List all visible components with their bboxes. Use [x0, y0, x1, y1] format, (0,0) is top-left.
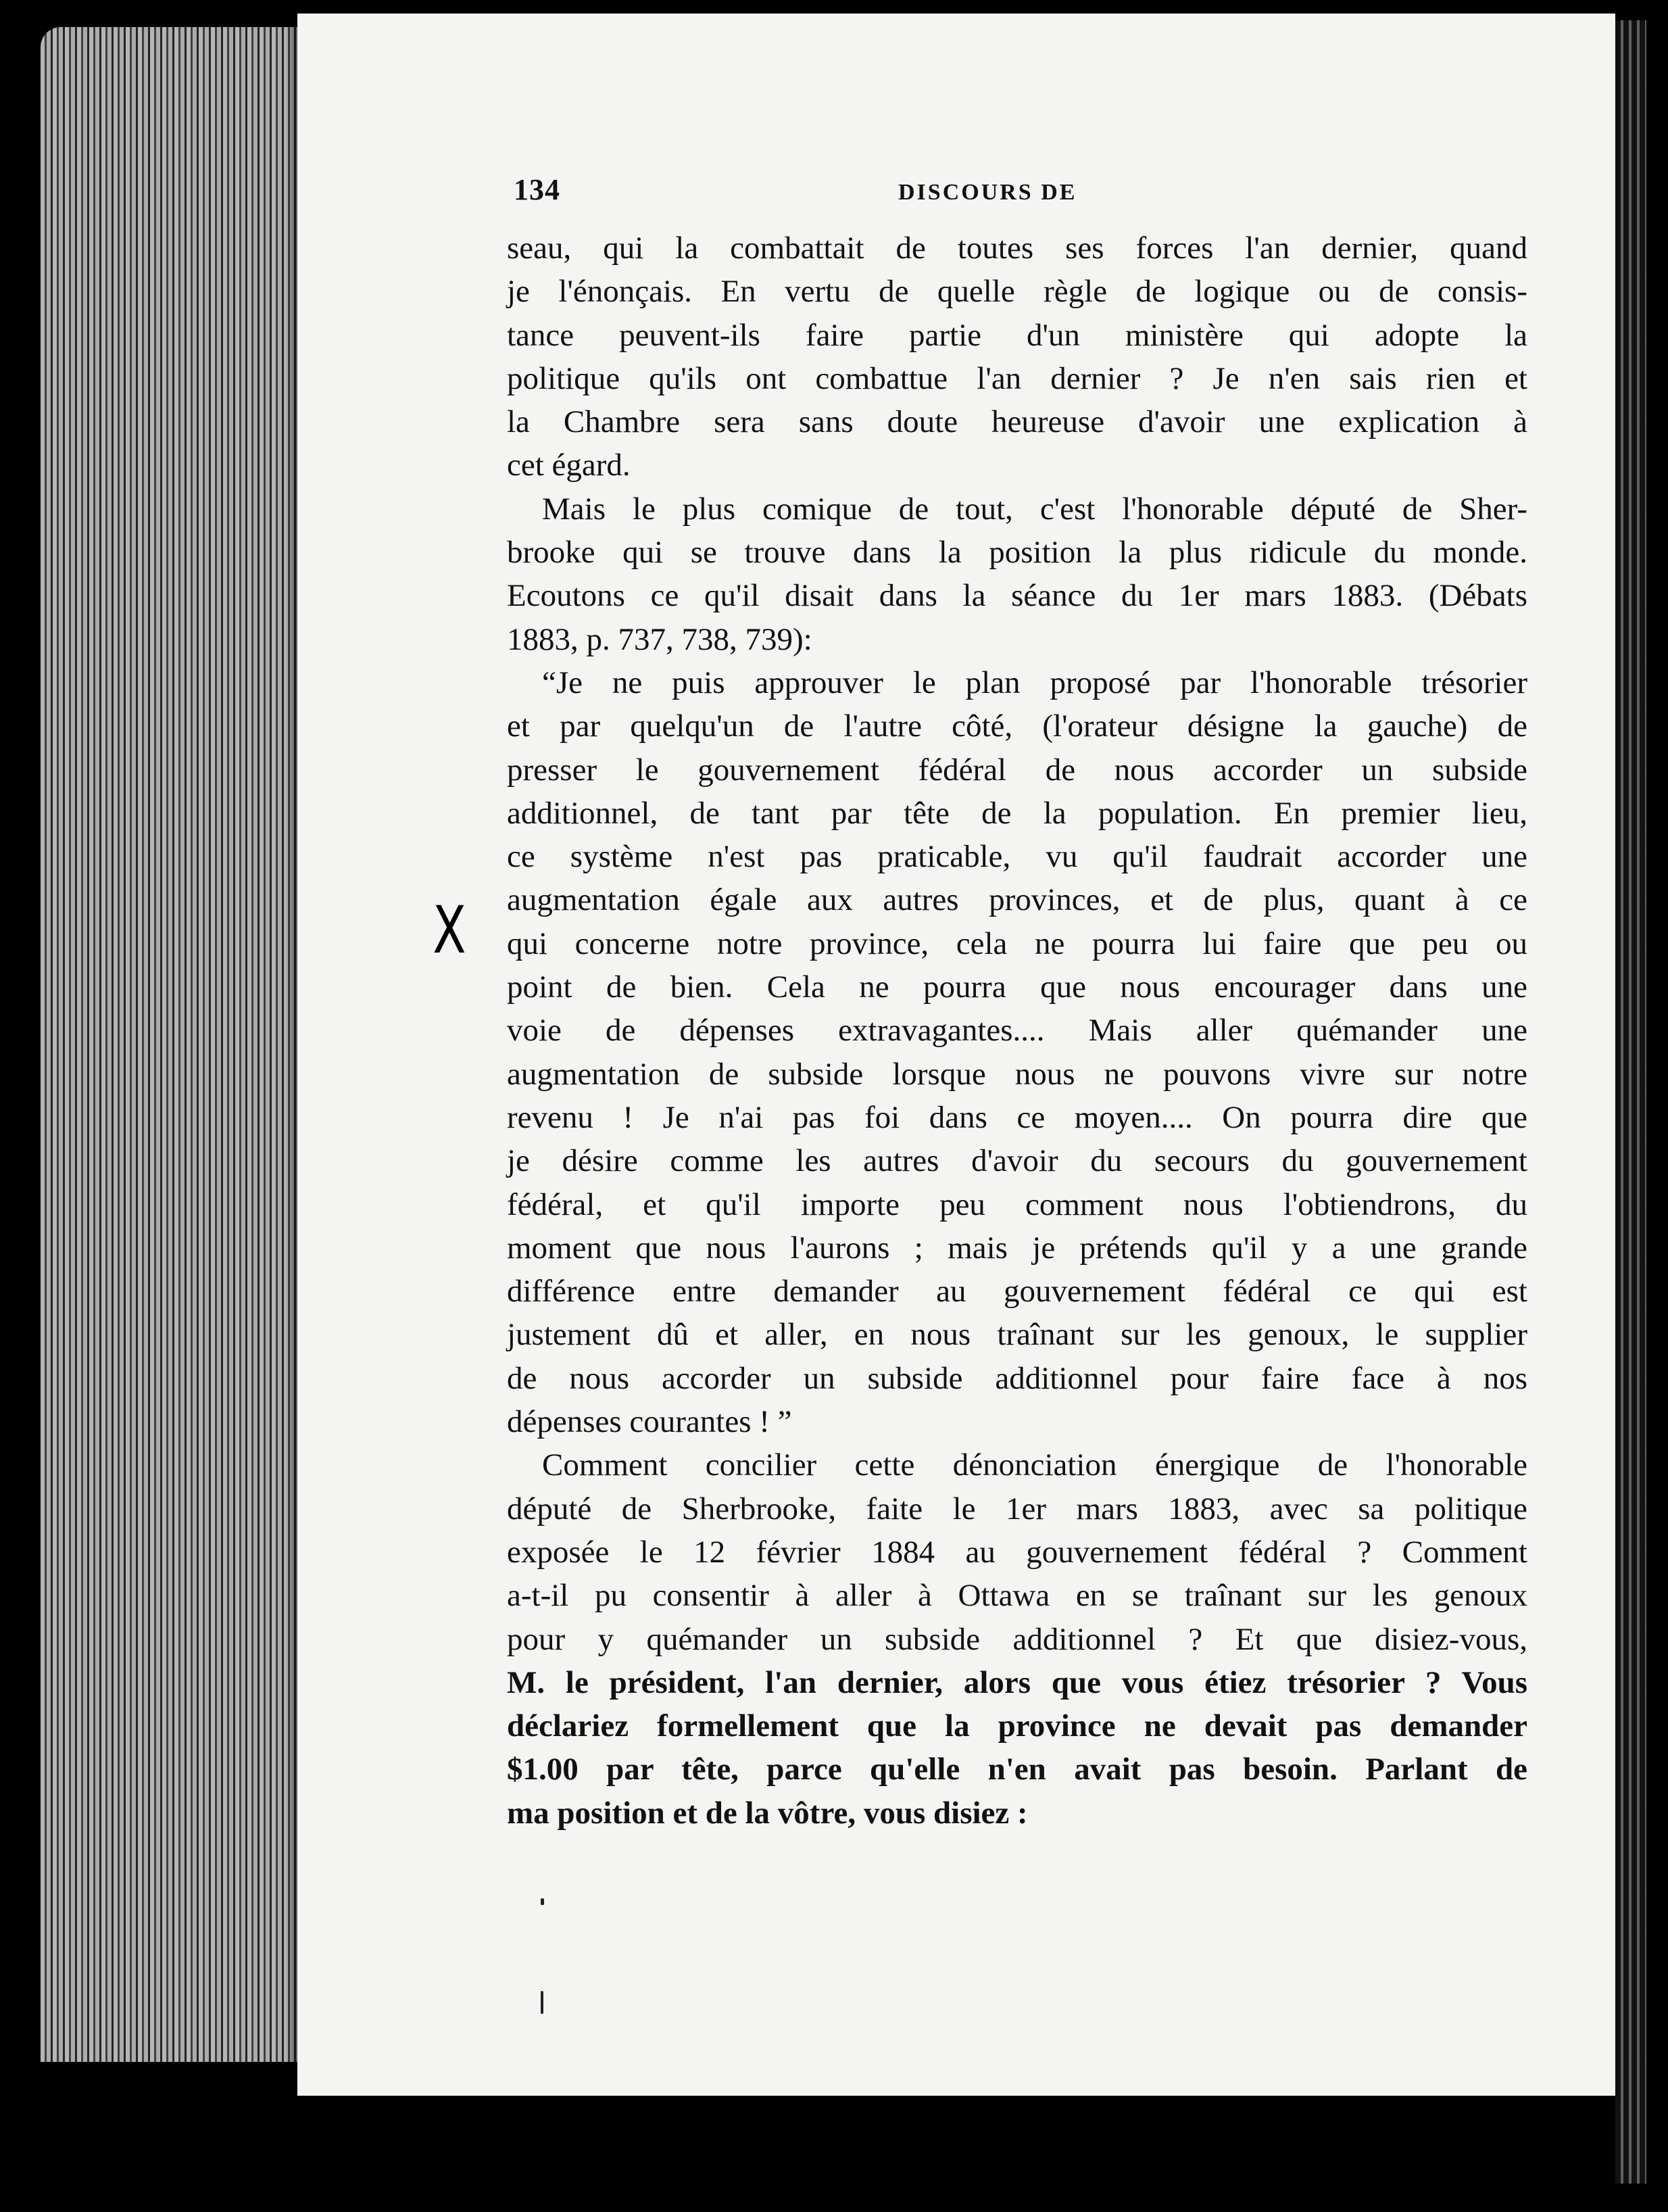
- text-line: augmentation de subside lorsque nous ne pouvons vivre sur notre: [507, 1056, 1527, 1092]
- text-line: tance peuvent-ils faire partie d'un ministère qui adopte la: [507, 317, 1527, 353]
- text-line: seau, qui la combattait de toutes ses forces l'an dernier, quand: [507, 231, 1527, 266]
- text-line: dépenses courantes ! ”: [507, 1404, 792, 1440]
- text-line: augmentation égale aux autres provinces, et de plus, quant à ce: [507, 882, 1527, 918]
- text-line: déclariez formellement que la province ne devait pas demander: [507, 1708, 1527, 1744]
- text-line: ma position et de la vôtre, vous disiez :: [507, 1795, 1028, 1831]
- text-line: je l'énonçais. En vertu de quelle règle de logique ou de consis-: [507, 274, 1527, 310]
- text-line: Ecoutons ce qu'il disait dans la séance du 1er mars 1883. (Débats: [507, 578, 1527, 614]
- body-text: [507, 226, 1527, 1835]
- page-number: 134: [514, 173, 560, 206]
- text-line: exposée le 12 février 1884 au gouvernement fédéral ? Comment: [507, 1534, 1527, 1570]
- text-line: politique qu'ils ont combattue l'an dernier ? Je n'en sais rien et: [507, 360, 1527, 396]
- text-block: [507, 172, 1527, 1835]
- text-line: “Je ne puis approuver le plan proposé par l'honorable trésorier: [542, 665, 1527, 700]
- text-line: la Chambre sera sans doute heureuse d'avoir une explication à: [507, 404, 1527, 440]
- text-line: $1.00 par tête, parce qu'elle n'en avait pas besoin. Parlant de: [507, 1752, 1527, 1787]
- text-line: point de bien. Cela ne pourra que nous encourager dans une: [507, 969, 1527, 1005]
- text-line: voie de dépenses extravagantes.... Mais aller quémander une: [507, 1013, 1527, 1049]
- text-line: et par quelqu'un de l'autre côté, (l'orateur désigne la gauche) de: [507, 708, 1527, 744]
- text-line: pour y quémander un subside additionnel ? Et que disiez-vous,: [507, 1621, 1527, 1657]
- speck: [541, 1898, 544, 1905]
- text-line: additionnel, de tant par tête de la population. En premier lieu,: [507, 795, 1527, 831]
- margin-mark: X: [433, 892, 466, 968]
- text-line: moment que nous l'aurons ; mais je prétends qu'il y a une grande: [507, 1230, 1527, 1266]
- text-line: député de Sherbrooke, faite le 1er mars 1883, avec sa politique: [507, 1491, 1527, 1526]
- text-line: a-t-il pu consentir à aller à Ottawa en se traînant sur les genoux: [507, 1578, 1527, 1614]
- text-line: différence entre demander au gouvernement fédéral ce qui est: [507, 1274, 1527, 1309]
- text-line: fédéral, et qu'il importe peu comment nous l'obtiendrons, du: [507, 1186, 1527, 1222]
- running-title: DISCOURS DE: [898, 180, 1077, 205]
- text-line: presser le gouvernement fédéral de nous accorder un subside: [507, 752, 1527, 788]
- text-line: je désire comme les autres d'avoir du secours du gouvernement: [507, 1143, 1527, 1179]
- text-line: revenu ! Je n'ai pas foi dans ce moyen.... On pourra dire que: [507, 1099, 1527, 1135]
- running-head: [514, 172, 1527, 226]
- text-line: qui concerne notre province, cela ne pourra lui faire que peu ou: [507, 925, 1527, 961]
- text-line: Mais le plus comique de tout, c'est l'honorable député de Sher-: [542, 491, 1527, 527]
- text-line: justement dû et aller, en nous traînant sur les genoux, le supplier: [507, 1317, 1527, 1353]
- text-line: brooke qui se trouve dans la position la plus ridicule du monde.: [507, 535, 1527, 571]
- text-line: Comment concilier cette dénonciation énergique de l'honorable: [542, 1447, 1527, 1483]
- text-line: ce système n'est pas praticable, vu qu'il faudrait accorder une: [507, 839, 1527, 875]
- binding-edge: [1615, 20, 1646, 2184]
- page-edges: [41, 27, 324, 2062]
- text-line: M. le président, l'an dernier, alors que vous étiez trésorier ? Vous: [507, 1664, 1527, 1700]
- text-line: 1883, p. 737, 738, 739):: [507, 621, 812, 657]
- text-line: de nous accorder un subside additionnel pour faire face à nos: [507, 1360, 1527, 1396]
- text-line: cet égard.: [507, 448, 631, 483]
- speck: [541, 1991, 543, 2014]
